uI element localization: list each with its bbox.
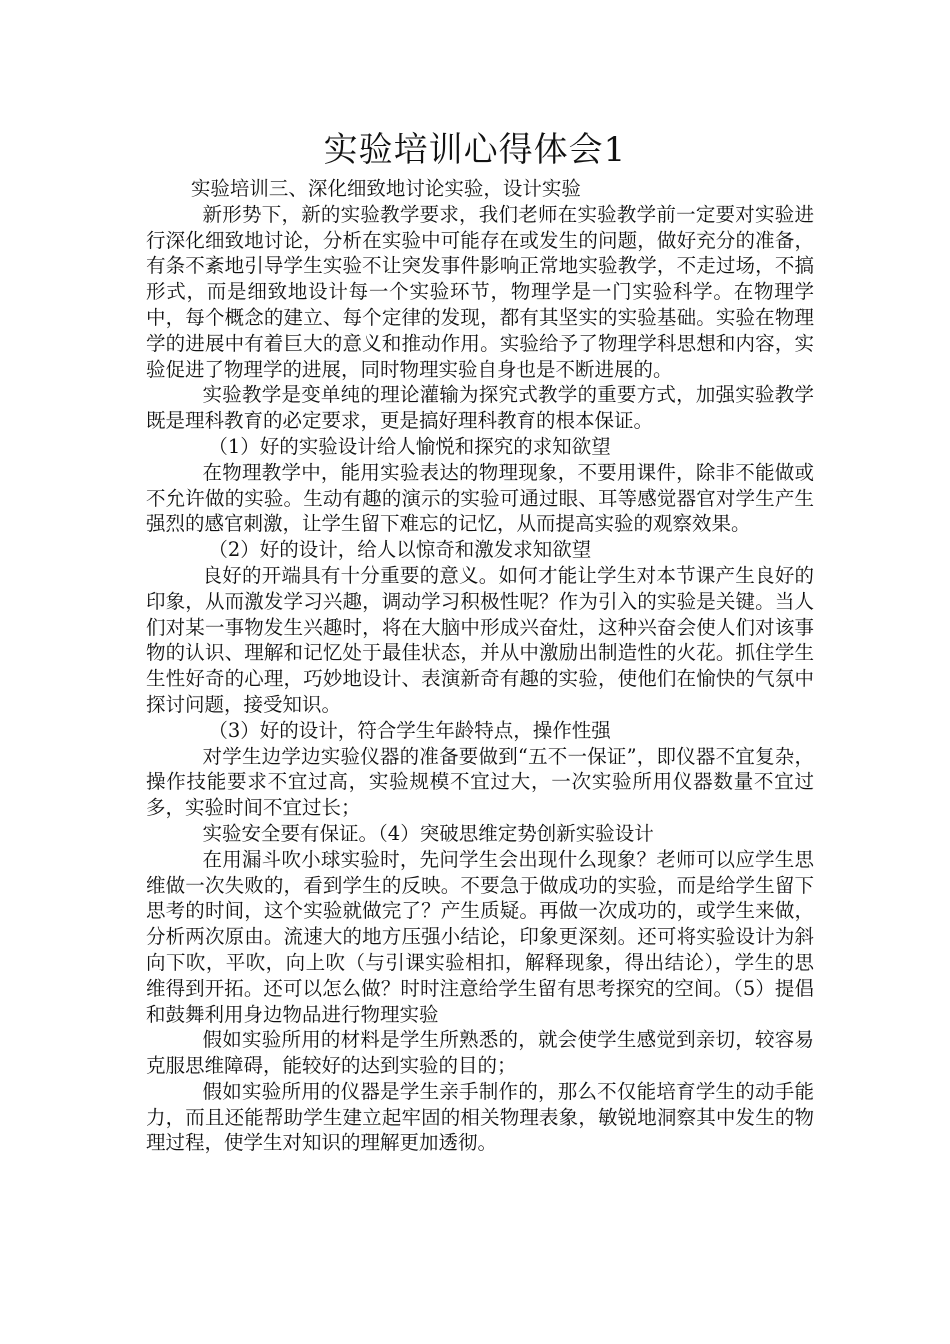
paragraph: 实验安全要有保证。（4）突破思维定势创新实验设计	[202, 821, 654, 845]
section-heading-2: （2）好的设计，给人以惊奇和激发求知欲望	[208, 538, 592, 562]
document-body	[146, 176, 814, 1156]
paragraph: 假如实验所用的材料是学生所熟悉的，就会使学生感觉到亲切，较容易克服思维障碍，能较好的达到实验的目的；	[146, 1028, 814, 1078]
paragraph: 实验教学是变单纯的理论灌输为探究式教学的重要方式，加强实验教学既是理科教育的必定要求，更是搞好理科教育的根本保证。	[146, 383, 814, 433]
paragraph: 在物理教学中，能用实验表达的物理现象，不要用课件，除非不能做或不允许做的实验。生动有趣的演示的实验可通过眼、耳等感觉器官对学生产生强烈的感官刺激，让学生留下难忘的记忆，从而提高实验的观察效果。	[146, 460, 814, 536]
paragraph-intro-heading: 实验培训三、深化细致地讨论实验，设计实验	[190, 177, 581, 200]
page-title: 实验培训心得体会1	[323, 130, 627, 170]
paragraph: 新形势下，新的实验教学要求，我们老师在实验教学前一定要对实验进行深化细致地讨论，分析在实验中可能存在或发生的问题，做好充分的准备，有条不紊地引导学生实验不让突发事件影响正常地实验教学，不走过场，不搞形式，而是细致地设计每一个实验环节，物理学是一门实验科学。在物理学中，每个概念的建立、每个定律的发现，都有其坚实的实验基础。实验在物理学的进展中有着巨大的意义和推动作用。实验给予了物理学科思想和内容，实验促进了物理学的进展，同时物理实验自身也是不断进展的。	[146, 202, 814, 381]
paragraph: 在用漏斗吹小球实验时，先问学生会出现什么现象？老师可以应学生思维做一次失败的，看到学生的反映。不要急于做成功的实验，而是给学生留下思考的时间，这个实验就做完了？产生质疑。再做一次成功的，或学生来做，分析两次原由。流速大的地方压强小结论，印象更深刻。还可将实验设计为斜向下吹，平吹，向上吹（与引课实验相扣，解释现象，得出结论），学生的思维得到开拓。还可以怎么做？时时注意给学生留有思考探究的空间。（5）提倡和鼓舞利用身边物品进行物理实验	[146, 847, 814, 1026]
section-heading-3: （3）好的设计，符合学生年龄特点，操作性强	[208, 718, 611, 742]
section-heading-1: （1）好的实验设计给人愉悦和探究的求知欲望	[208, 434, 611, 458]
paragraph: 假如实验所用的仪器是学生亲手制作的，那么不仅能培育学生的动手能力，而且还能帮助学生建立起牢固的相关物理表象，敏锐地洞察其中发生的物理过程，使学生对知识的理解更加透彻。	[146, 1079, 814, 1155]
paragraph: 对学生边学边实验仪器的准备要做到“五不一保证”，即仪器不宜复杂，操作技能要求不宜过高，实验规模不宜过大，一次实验所用仪器数量不宜过多，实验时间不宜过长；	[146, 744, 814, 820]
paragraph: 良好的开端具有十分重要的意义。如何才能让学生对本节课产生良好的印象，从而激发学习兴趣，调动学习积极性呢？作为引入的实验是关键。当人们对某一事物发生兴趣时，将在大脑中形成兴奋灶，这种兴奋会使人们对该事物的认识、理解和记忆处于最佳状态，并从中激励出制造性的火花。抓住学生生性好奇的心理，巧妙地设计、表演新奇有趣的实验，使他们在愉快的气氛中探讨问题，接受知识。	[146, 563, 814, 716]
